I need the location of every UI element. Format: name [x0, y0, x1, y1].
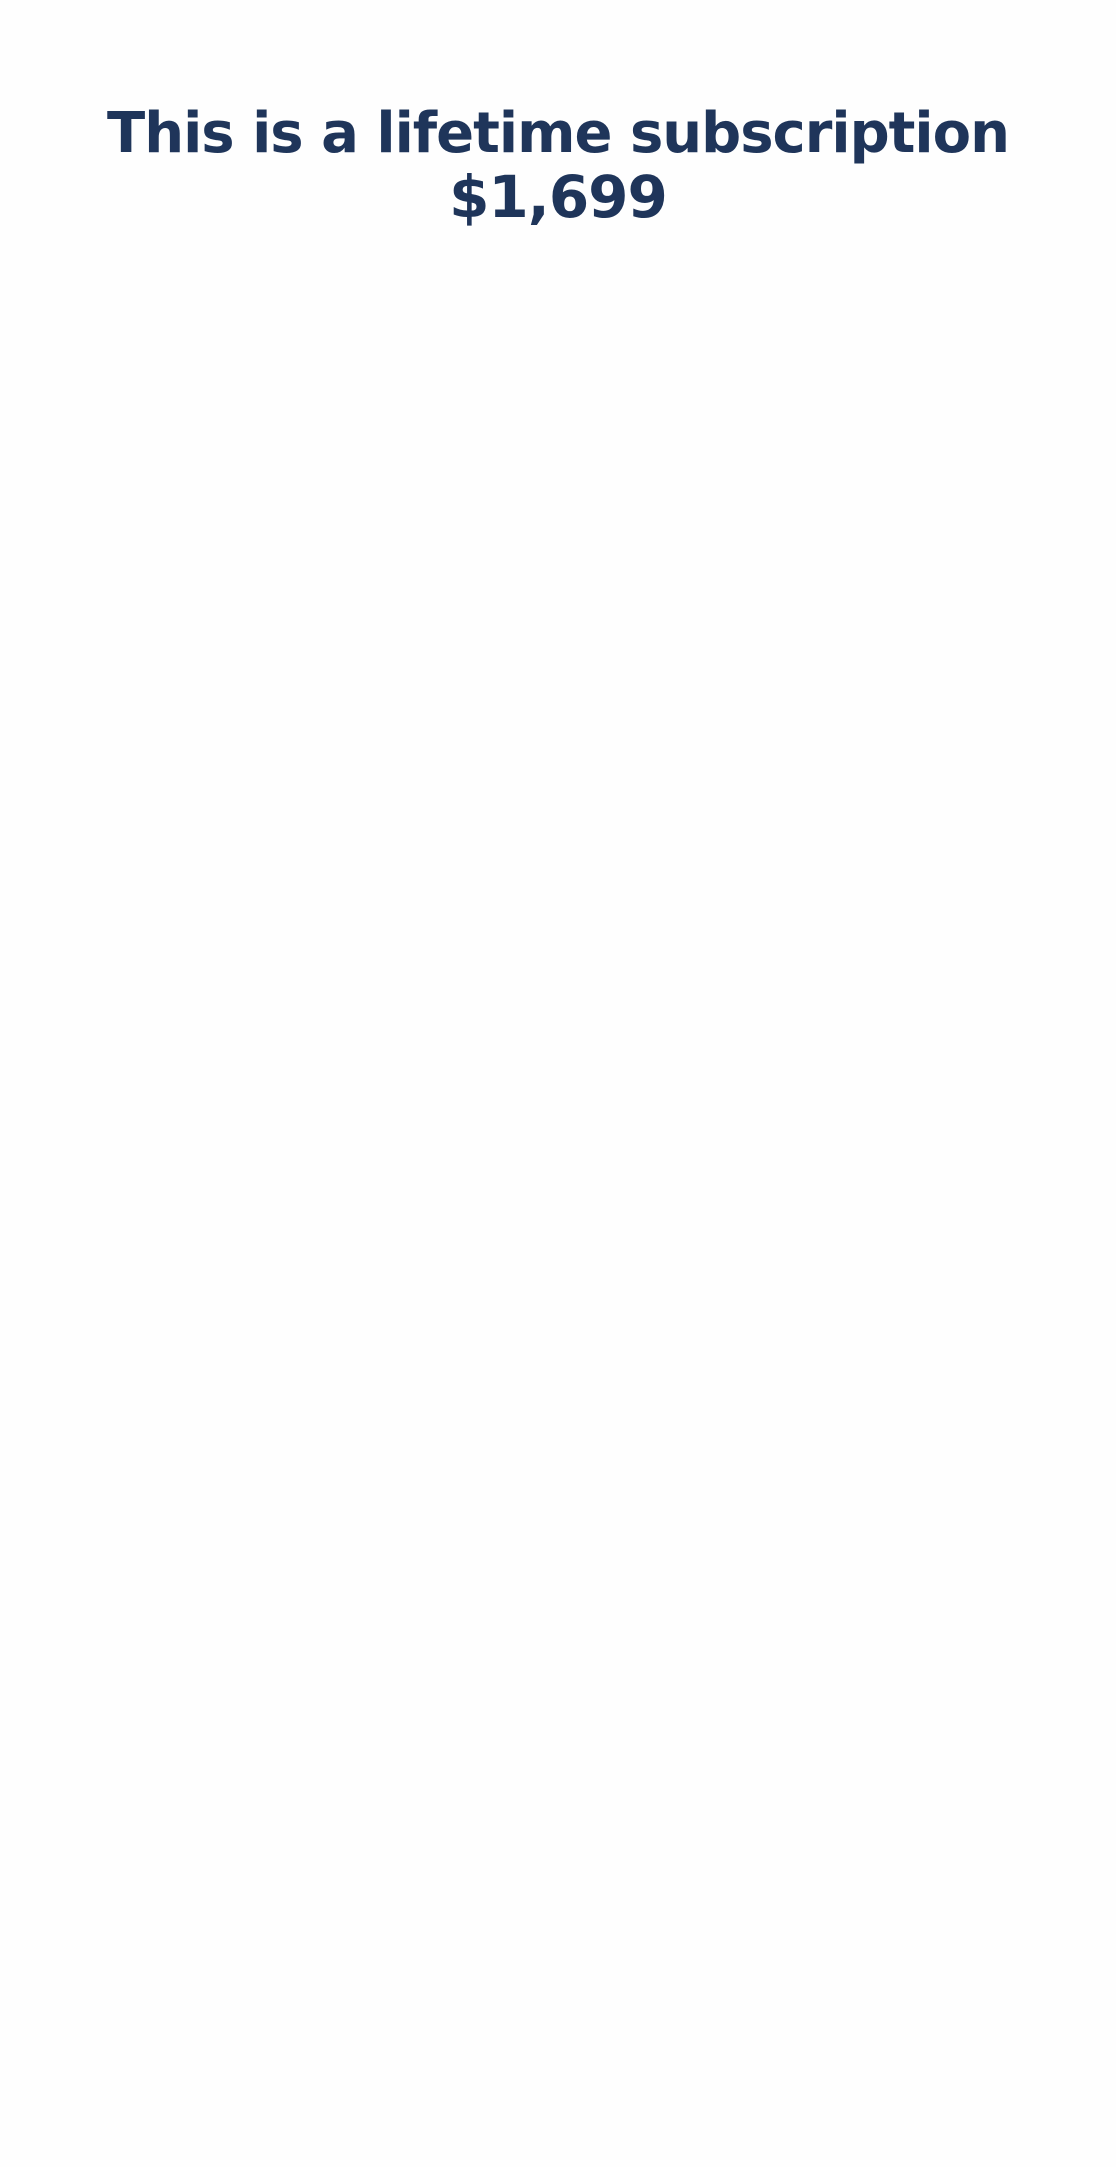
pricing-hero: [0, 101, 1116, 232]
subscription-title: This is a lifetime subscription: [107, 101, 1009, 166]
subscription-price: $1,699: [449, 163, 667, 232]
